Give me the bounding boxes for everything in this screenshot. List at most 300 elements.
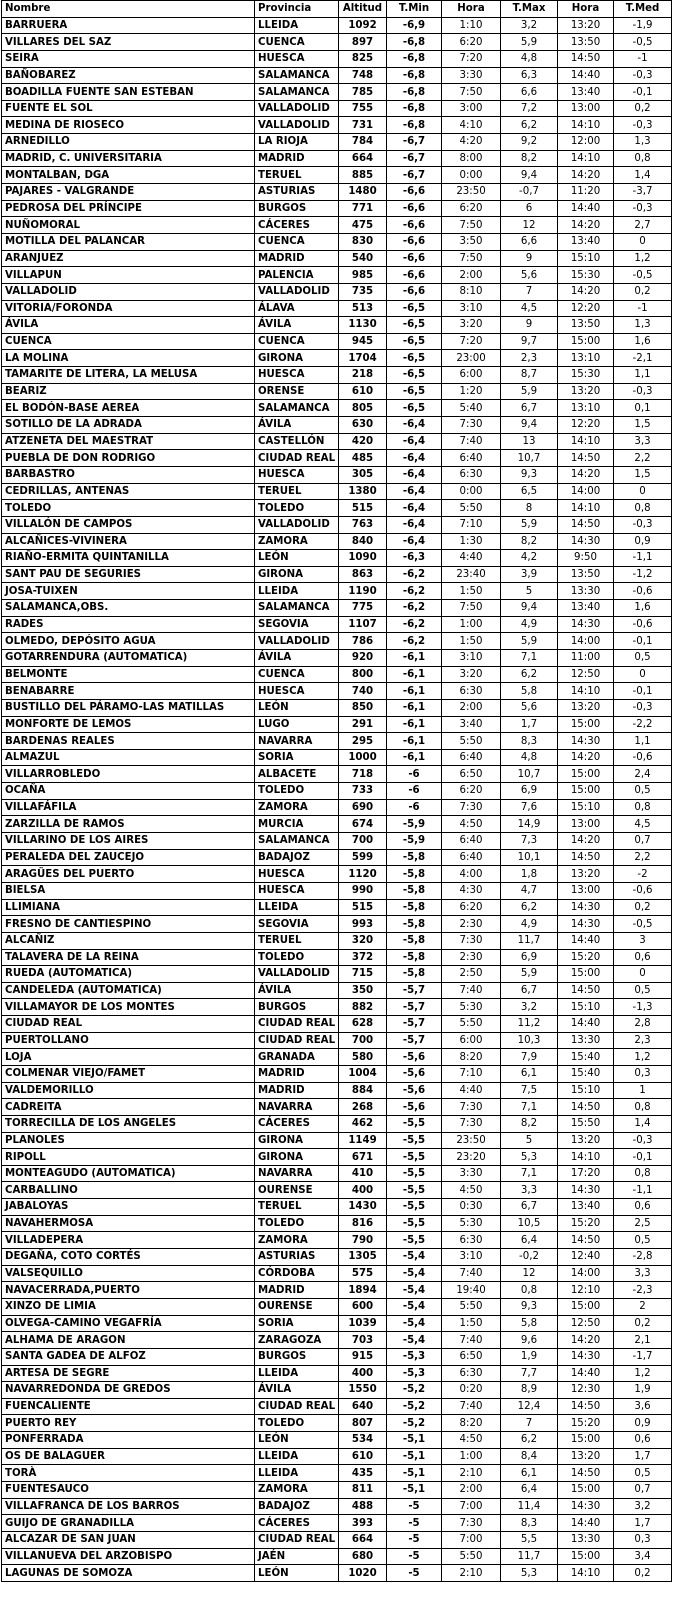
province-cell: ORENSE bbox=[255, 383, 339, 400]
time-min-cell: 8:00 bbox=[442, 150, 501, 167]
station-name-cell: TORÀ bbox=[2, 1465, 255, 1482]
table-row bbox=[2, 417, 672, 434]
time-max-cell: 13:50 bbox=[558, 566, 614, 583]
temp-min-cell: -5,2 bbox=[387, 1398, 442, 1415]
station-name-cell: OCAÑA bbox=[2, 783, 255, 800]
temp-max-cell: 10,1 bbox=[501, 849, 558, 866]
time-min-cell: 1:00 bbox=[442, 1448, 501, 1465]
province-cell: CÁCERES bbox=[255, 1115, 339, 1132]
temp-max-cell: 6,6 bbox=[501, 233, 558, 250]
temp-min-cell: -5,8 bbox=[387, 966, 442, 983]
altitude-cell: 1120 bbox=[339, 866, 387, 883]
temp-mean-cell: -0,5 bbox=[614, 267, 672, 284]
time-min-cell: 5:50 bbox=[442, 1016, 501, 1033]
table-row bbox=[2, 849, 672, 866]
temp-min-cell: -5 bbox=[387, 1515, 442, 1532]
province-cell: CÁCERES bbox=[255, 1515, 339, 1532]
temp-min-cell: -6,5 bbox=[387, 367, 442, 384]
table-row bbox=[2, 67, 672, 84]
altitude-cell: 488 bbox=[339, 1498, 387, 1515]
station-name-cell: JABALOYAS bbox=[2, 1199, 255, 1216]
temp-mean-cell: -0,3 bbox=[614, 117, 672, 134]
table-row bbox=[2, 1199, 672, 1216]
time-max-cell: 15:20 bbox=[558, 949, 614, 966]
temp-mean-cell: -3,7 bbox=[614, 184, 672, 201]
station-name-cell: SANTA GADEA DE ALFOZ bbox=[2, 1348, 255, 1365]
altitude-cell: 400 bbox=[339, 1365, 387, 1382]
table-row bbox=[2, 300, 672, 317]
temp-mean-cell: -1 bbox=[614, 50, 672, 67]
altitude-cell: 840 bbox=[339, 533, 387, 550]
table-row bbox=[2, 1531, 672, 1548]
time-min-cell: 7:40 bbox=[442, 1265, 501, 1282]
temp-mean-cell: 0,9 bbox=[614, 1415, 672, 1432]
time-min-cell: 7:30 bbox=[442, 1099, 501, 1116]
temp-max-cell: 8,2 bbox=[501, 533, 558, 550]
table-row bbox=[2, 533, 672, 550]
station-name-cell: VILLARES DEL SAZ bbox=[2, 34, 255, 51]
time-min-cell: 5:50 bbox=[442, 1298, 501, 1315]
table-row bbox=[2, 84, 672, 101]
time-max-cell: 12:20 bbox=[558, 300, 614, 317]
altitude-cell: 945 bbox=[339, 333, 387, 350]
temp-min-cell: -6,8 bbox=[387, 84, 442, 101]
temp-max-cell: 8 bbox=[501, 500, 558, 517]
temp-max-cell: 4,8 bbox=[501, 749, 558, 766]
temp-min-cell: -5,8 bbox=[387, 949, 442, 966]
station-name-cell: VALDEMORILLO bbox=[2, 1082, 255, 1099]
temp-min-cell: -6,1 bbox=[387, 666, 442, 683]
time-min-cell: 1:50 bbox=[442, 1315, 501, 1332]
temp-min-cell: -5,9 bbox=[387, 833, 442, 850]
temp-mean-cell: 3 bbox=[614, 932, 672, 949]
province-cell: MADRID bbox=[255, 1066, 339, 1083]
temp-mean-cell: 3,3 bbox=[614, 433, 672, 450]
temp-mean-cell: 1,4 bbox=[614, 1115, 672, 1132]
altitude-cell: 771 bbox=[339, 200, 387, 217]
table-row bbox=[2, 1016, 672, 1033]
table-row bbox=[2, 1515, 672, 1532]
altitude-cell: 630 bbox=[339, 417, 387, 434]
time-min-cell: 6:20 bbox=[442, 783, 501, 800]
altitude-cell: 1107 bbox=[339, 616, 387, 633]
table-row bbox=[2, 1132, 672, 1149]
temp-max-cell: 10,7 bbox=[501, 450, 558, 467]
table-row bbox=[2, 699, 672, 716]
time-max-cell: 13:10 bbox=[558, 400, 614, 417]
station-name-cell: FUENTESAUCO bbox=[2, 1482, 255, 1499]
table-row bbox=[2, 466, 672, 483]
temp-min-cell: -5,8 bbox=[387, 899, 442, 916]
time-min-cell: 5:30 bbox=[442, 999, 501, 1016]
table-row bbox=[2, 749, 672, 766]
time-max-cell: 13:50 bbox=[558, 34, 614, 51]
altitude-cell: 475 bbox=[339, 217, 387, 234]
temp-max-cell: 6 bbox=[501, 200, 558, 217]
temp-min-cell: -5,7 bbox=[387, 999, 442, 1016]
table-row bbox=[2, 550, 672, 567]
temp-min-cell: -6,8 bbox=[387, 50, 442, 67]
time-max-cell: 14:10 bbox=[558, 683, 614, 700]
temp-min-cell: -5 bbox=[387, 1498, 442, 1515]
temp-min-cell: -6,6 bbox=[387, 233, 442, 250]
time-min-cell: 7:30 bbox=[442, 1515, 501, 1532]
province-cell: ZARAGOZA bbox=[255, 1332, 339, 1349]
temp-max-cell: 8,4 bbox=[501, 1448, 558, 1465]
temp-mean-cell: 0,1 bbox=[614, 400, 672, 417]
temp-mean-cell: 1,1 bbox=[614, 367, 672, 384]
temp-mean-cell: 0 bbox=[614, 966, 672, 983]
temp-mean-cell: -0,6 bbox=[614, 583, 672, 600]
altitude-cell: 540 bbox=[339, 250, 387, 267]
temp-mean-cell: -1,9 bbox=[614, 17, 672, 34]
temp-mean-cell: -1,7 bbox=[614, 1348, 672, 1365]
time-min-cell: 3:30 bbox=[442, 1165, 501, 1182]
altitude-cell: 1704 bbox=[339, 350, 387, 367]
time-min-cell: 5:50 bbox=[442, 733, 501, 750]
temp-max-cell: 5 bbox=[501, 1132, 558, 1149]
temp-max-cell: 5,3 bbox=[501, 1565, 558, 1582]
table-row bbox=[2, 666, 672, 683]
temp-min-cell: -5,8 bbox=[387, 866, 442, 883]
time-max-cell: 13:40 bbox=[558, 1199, 614, 1216]
time-max-cell: 14:20 bbox=[558, 833, 614, 850]
temp-min-cell: -6,6 bbox=[387, 250, 442, 267]
altitude-cell: 420 bbox=[339, 433, 387, 450]
province-cell: PALENCIA bbox=[255, 267, 339, 284]
temp-mean-cell: 2,2 bbox=[614, 450, 672, 467]
time-max-cell: 14:20 bbox=[558, 466, 614, 483]
table-row bbox=[2, 283, 672, 300]
altitude-cell: 993 bbox=[339, 916, 387, 933]
time-min-cell: 7:30 bbox=[442, 1115, 501, 1132]
province-cell: BADAJOZ bbox=[255, 849, 339, 866]
temp-mean-cell: 1,3 bbox=[614, 134, 672, 151]
province-cell: VALLADOLID bbox=[255, 100, 339, 117]
temp-max-cell: 6,1 bbox=[501, 1066, 558, 1083]
temp-max-cell: 12 bbox=[501, 1265, 558, 1282]
temp-max-cell: 7,9 bbox=[501, 1049, 558, 1066]
header-tmed: T.Med bbox=[614, 1, 672, 18]
province-cell: HUESCA bbox=[255, 50, 339, 67]
temp-mean-cell: 1,4 bbox=[614, 167, 672, 184]
temp-max-cell: 6,7 bbox=[501, 982, 558, 999]
temp-mean-cell: 1,6 bbox=[614, 600, 672, 617]
temp-min-cell: -5,1 bbox=[387, 1482, 442, 1499]
table-row bbox=[2, 766, 672, 783]
temp-min-cell: -5,4 bbox=[387, 1282, 442, 1299]
temp-max-cell: 7,1 bbox=[501, 649, 558, 666]
temp-mean-cell: 1,7 bbox=[614, 1448, 672, 1465]
temp-min-cell: -5,5 bbox=[387, 1115, 442, 1132]
time-min-cell: 4:10 bbox=[442, 117, 501, 134]
temp-max-cell: 5,9 bbox=[501, 383, 558, 400]
temp-min-cell: -6,6 bbox=[387, 200, 442, 217]
altitude-cell: 515 bbox=[339, 899, 387, 916]
time-max-cell: 14:30 bbox=[558, 733, 614, 750]
temp-mean-cell: -0,1 bbox=[614, 633, 672, 650]
time-max-cell: 15:30 bbox=[558, 267, 614, 284]
time-max-cell: 12:20 bbox=[558, 417, 614, 434]
station-name-cell: LOJA bbox=[2, 1049, 255, 1066]
table-row bbox=[2, 683, 672, 700]
temp-min-cell: -6,4 bbox=[387, 417, 442, 434]
temp-max-cell: 6,2 bbox=[501, 666, 558, 683]
table-row bbox=[2, 1465, 672, 1482]
station-name-cell: CUENCA bbox=[2, 333, 255, 350]
altitude-cell: 664 bbox=[339, 150, 387, 167]
station-name-cell: BIELSA bbox=[2, 882, 255, 899]
province-cell: SORIA bbox=[255, 1315, 339, 1332]
altitude-cell: 580 bbox=[339, 1049, 387, 1066]
station-name-cell: BENABARRE bbox=[2, 683, 255, 700]
time-max-cell: 14:40 bbox=[558, 1016, 614, 1033]
temp-max-cell: 7,2 bbox=[501, 100, 558, 117]
temp-max-cell: 4,7 bbox=[501, 882, 558, 899]
temp-max-cell: 4,2 bbox=[501, 550, 558, 567]
province-cell: CUENCA bbox=[255, 233, 339, 250]
table-row bbox=[2, 1182, 672, 1199]
temp-max-cell: 6,7 bbox=[501, 400, 558, 417]
time-min-cell: 0:00 bbox=[442, 167, 501, 184]
table-row bbox=[2, 1415, 672, 1432]
table-row bbox=[2, 367, 672, 384]
altitude-cell: 1130 bbox=[339, 317, 387, 334]
time-max-cell: 14:20 bbox=[558, 1332, 614, 1349]
temp-max-cell: 3,9 bbox=[501, 566, 558, 583]
temp-max-cell: 8,2 bbox=[501, 1115, 558, 1132]
header-tmax: T.Max bbox=[501, 1, 558, 18]
table-row bbox=[2, 600, 672, 617]
table-row bbox=[2, 949, 672, 966]
table-row bbox=[2, 1049, 672, 1066]
table-row bbox=[2, 1315, 672, 1332]
time-max-cell: 13:20 bbox=[558, 1448, 614, 1465]
station-name-cell: MEDINA DE RIOSECO bbox=[2, 117, 255, 134]
time-min-cell: 7:50 bbox=[442, 84, 501, 101]
time-max-cell: 14:10 bbox=[558, 117, 614, 134]
temp-mean-cell: 0,8 bbox=[614, 799, 672, 816]
temp-min-cell: -5,2 bbox=[387, 1382, 442, 1399]
province-cell: ÁVILA bbox=[255, 417, 339, 434]
province-cell: SEGOVIA bbox=[255, 916, 339, 933]
province-cell: TERUEL bbox=[255, 167, 339, 184]
table-row bbox=[2, 516, 672, 533]
time-min-cell: 7:10 bbox=[442, 1066, 501, 1083]
altitude-cell: 882 bbox=[339, 999, 387, 1016]
temp-min-cell: -5,4 bbox=[387, 1298, 442, 1315]
time-min-cell: 6:30 bbox=[442, 466, 501, 483]
altitude-cell: 816 bbox=[339, 1215, 387, 1232]
province-cell: VALLADOLID bbox=[255, 283, 339, 300]
time-max-cell: 13:00 bbox=[558, 100, 614, 117]
time-max-cell: 14:40 bbox=[558, 67, 614, 84]
temp-min-cell: -6,1 bbox=[387, 649, 442, 666]
province-cell: VALLADOLID bbox=[255, 516, 339, 533]
time-min-cell: 0:20 bbox=[442, 1382, 501, 1399]
temp-mean-cell: 0,6 bbox=[614, 1432, 672, 1449]
time-max-cell: 13:40 bbox=[558, 233, 614, 250]
table-row bbox=[2, 1448, 672, 1465]
temp-mean-cell: -2,8 bbox=[614, 1249, 672, 1266]
temp-mean-cell: 0,8 bbox=[614, 150, 672, 167]
temp-mean-cell: 1,5 bbox=[614, 417, 672, 434]
station-name-cell: ARNEDILLO bbox=[2, 134, 255, 151]
altitude-cell: 755 bbox=[339, 100, 387, 117]
table-row bbox=[2, 317, 672, 334]
time-min-cell: 4:20 bbox=[442, 134, 501, 151]
altitude-cell: 700 bbox=[339, 1032, 387, 1049]
time-max-cell: 12:30 bbox=[558, 1382, 614, 1399]
temp-mean-cell: -1,1 bbox=[614, 550, 672, 567]
temp-min-cell: -5,5 bbox=[387, 1149, 442, 1166]
station-name-cell: LLIMIANA bbox=[2, 899, 255, 916]
temp-min-cell: -5,8 bbox=[387, 882, 442, 899]
temp-mean-cell: -2,1 bbox=[614, 350, 672, 367]
temp-max-cell: 7,1 bbox=[501, 1099, 558, 1116]
temp-mean-cell: -0,6 bbox=[614, 616, 672, 633]
table-row bbox=[2, 17, 672, 34]
time-min-cell: 0:30 bbox=[442, 1199, 501, 1216]
time-max-cell: 12:40 bbox=[558, 1249, 614, 1266]
time-min-cell: 6:30 bbox=[442, 1365, 501, 1382]
altitude-cell: 320 bbox=[339, 932, 387, 949]
province-cell: HUESCA bbox=[255, 882, 339, 899]
time-min-cell: 7:50 bbox=[442, 217, 501, 234]
time-max-cell: 9:50 bbox=[558, 550, 614, 567]
station-name-cell: MOTILLA DEL PALANCAR bbox=[2, 233, 255, 250]
time-max-cell: 14:30 bbox=[558, 533, 614, 550]
temp-max-cell: 5,5 bbox=[501, 1531, 558, 1548]
time-min-cell: 1:50 bbox=[442, 583, 501, 600]
temp-min-cell: -5,1 bbox=[387, 1448, 442, 1465]
station-name-cell: VILLAPUN bbox=[2, 267, 255, 284]
header-nombre: Nombre bbox=[2, 1, 255, 18]
time-max-cell: 12:00 bbox=[558, 134, 614, 151]
altitude-cell: 920 bbox=[339, 649, 387, 666]
temp-max-cell: 5,3 bbox=[501, 1149, 558, 1166]
temp-min-cell: -5,4 bbox=[387, 1332, 442, 1349]
altitude-cell: 885 bbox=[339, 167, 387, 184]
station-name-cell: NAVACERRADA,PUERTO bbox=[2, 1282, 255, 1299]
altitude-cell: 763 bbox=[339, 516, 387, 533]
altitude-cell: 863 bbox=[339, 566, 387, 583]
temp-mean-cell: -2,2 bbox=[614, 716, 672, 733]
time-max-cell: 14:30 bbox=[558, 916, 614, 933]
time-min-cell: 7:20 bbox=[442, 333, 501, 350]
temp-min-cell: -5,6 bbox=[387, 1099, 442, 1116]
temp-max-cell: 11,7 bbox=[501, 932, 558, 949]
time-max-cell: 14:50 bbox=[558, 1232, 614, 1249]
time-max-cell: 13:20 bbox=[558, 383, 614, 400]
province-cell: ÁVILA bbox=[255, 982, 339, 999]
temp-min-cell: -6,6 bbox=[387, 267, 442, 284]
province-cell: ÁVILA bbox=[255, 1382, 339, 1399]
station-name-cell: SOTILLO DE LA ADRADA bbox=[2, 417, 255, 434]
table-row bbox=[2, 200, 672, 217]
temp-min-cell: -6,6 bbox=[387, 283, 442, 300]
temp-mean-cell: 0,2 bbox=[614, 283, 672, 300]
time-min-cell: 4:30 bbox=[442, 882, 501, 899]
altitude-cell: 1149 bbox=[339, 1132, 387, 1149]
altitude-cell: 664 bbox=[339, 1531, 387, 1548]
station-name-cell: OLMEDO, DEPÓSITO AGUA bbox=[2, 633, 255, 650]
station-name-cell: PERALEDA DEL ZAUCEJO bbox=[2, 849, 255, 866]
province-cell: NAVARRA bbox=[255, 1165, 339, 1182]
province-cell: HUESCA bbox=[255, 466, 339, 483]
temp-min-cell: -5,6 bbox=[387, 1082, 442, 1099]
temp-min-cell: -6,4 bbox=[387, 450, 442, 467]
time-min-cell: 1:00 bbox=[442, 616, 501, 633]
altitude-cell: 1480 bbox=[339, 184, 387, 201]
time-max-cell: 13:00 bbox=[558, 882, 614, 899]
altitude-cell: 785 bbox=[339, 84, 387, 101]
temp-min-cell: -6,6 bbox=[387, 184, 442, 201]
temp-max-cell: 4,9 bbox=[501, 916, 558, 933]
station-name-cell: RADES bbox=[2, 616, 255, 633]
table-row bbox=[2, 184, 672, 201]
province-cell: NAVARRA bbox=[255, 1099, 339, 1116]
altitude-cell: 807 bbox=[339, 1415, 387, 1432]
temp-mean-cell: 0,3 bbox=[614, 1066, 672, 1083]
altitude-cell: 784 bbox=[339, 134, 387, 151]
temp-mean-cell: 1,6 bbox=[614, 333, 672, 350]
temp-min-cell: -5 bbox=[387, 1531, 442, 1548]
temp-max-cell: 9,6 bbox=[501, 1332, 558, 1349]
time-min-cell: 3:10 bbox=[442, 649, 501, 666]
temp-mean-cell: 0,7 bbox=[614, 833, 672, 850]
temp-min-cell: -6,8 bbox=[387, 117, 442, 134]
time-min-cell: 3:20 bbox=[442, 317, 501, 334]
time-min-cell: 6:40 bbox=[442, 833, 501, 850]
temp-min-cell: -6,4 bbox=[387, 433, 442, 450]
station-name-cell: SALAMANCA,OBS. bbox=[2, 600, 255, 617]
altitude-cell: 1004 bbox=[339, 1066, 387, 1083]
table-row bbox=[2, 1265, 672, 1282]
time-max-cell: 14:50 bbox=[558, 982, 614, 999]
temp-mean-cell: -0,5 bbox=[614, 34, 672, 51]
temp-min-cell: -6,4 bbox=[387, 466, 442, 483]
temp-mean-cell: -0,1 bbox=[614, 84, 672, 101]
temp-max-cell: 11,2 bbox=[501, 1016, 558, 1033]
altitude-cell: 674 bbox=[339, 816, 387, 833]
temp-max-cell: 5,6 bbox=[501, 699, 558, 716]
province-cell: BURGOS bbox=[255, 999, 339, 1016]
altitude-cell: 733 bbox=[339, 783, 387, 800]
temp-max-cell: 3,2 bbox=[501, 999, 558, 1016]
temp-min-cell: -5,5 bbox=[387, 1215, 442, 1232]
temp-max-cell: 1,8 bbox=[501, 866, 558, 883]
altitude-cell: 610 bbox=[339, 383, 387, 400]
province-cell: LEÓN bbox=[255, 1565, 339, 1582]
table-row bbox=[2, 1348, 672, 1365]
time-min-cell: 2:50 bbox=[442, 966, 501, 983]
temp-mean-cell: 3,4 bbox=[614, 1548, 672, 1565]
table-row bbox=[2, 250, 672, 267]
altitude-cell: 731 bbox=[339, 117, 387, 134]
table-row bbox=[2, 450, 672, 467]
table-row bbox=[2, 233, 672, 250]
altitude-cell: 1550 bbox=[339, 1382, 387, 1399]
time-min-cell: 6:50 bbox=[442, 1348, 501, 1365]
station-name-cell: MONFORTE DE LEMOS bbox=[2, 716, 255, 733]
station-name-cell: TAMARITE DE LITERA, LA MELUSA bbox=[2, 367, 255, 384]
temp-min-cell: -6,8 bbox=[387, 100, 442, 117]
time-min-cell: 3:20 bbox=[442, 666, 501, 683]
time-max-cell: 15:20 bbox=[558, 1415, 614, 1432]
temp-mean-cell: -0,6 bbox=[614, 749, 672, 766]
time-min-cell: 5:50 bbox=[442, 1548, 501, 1565]
